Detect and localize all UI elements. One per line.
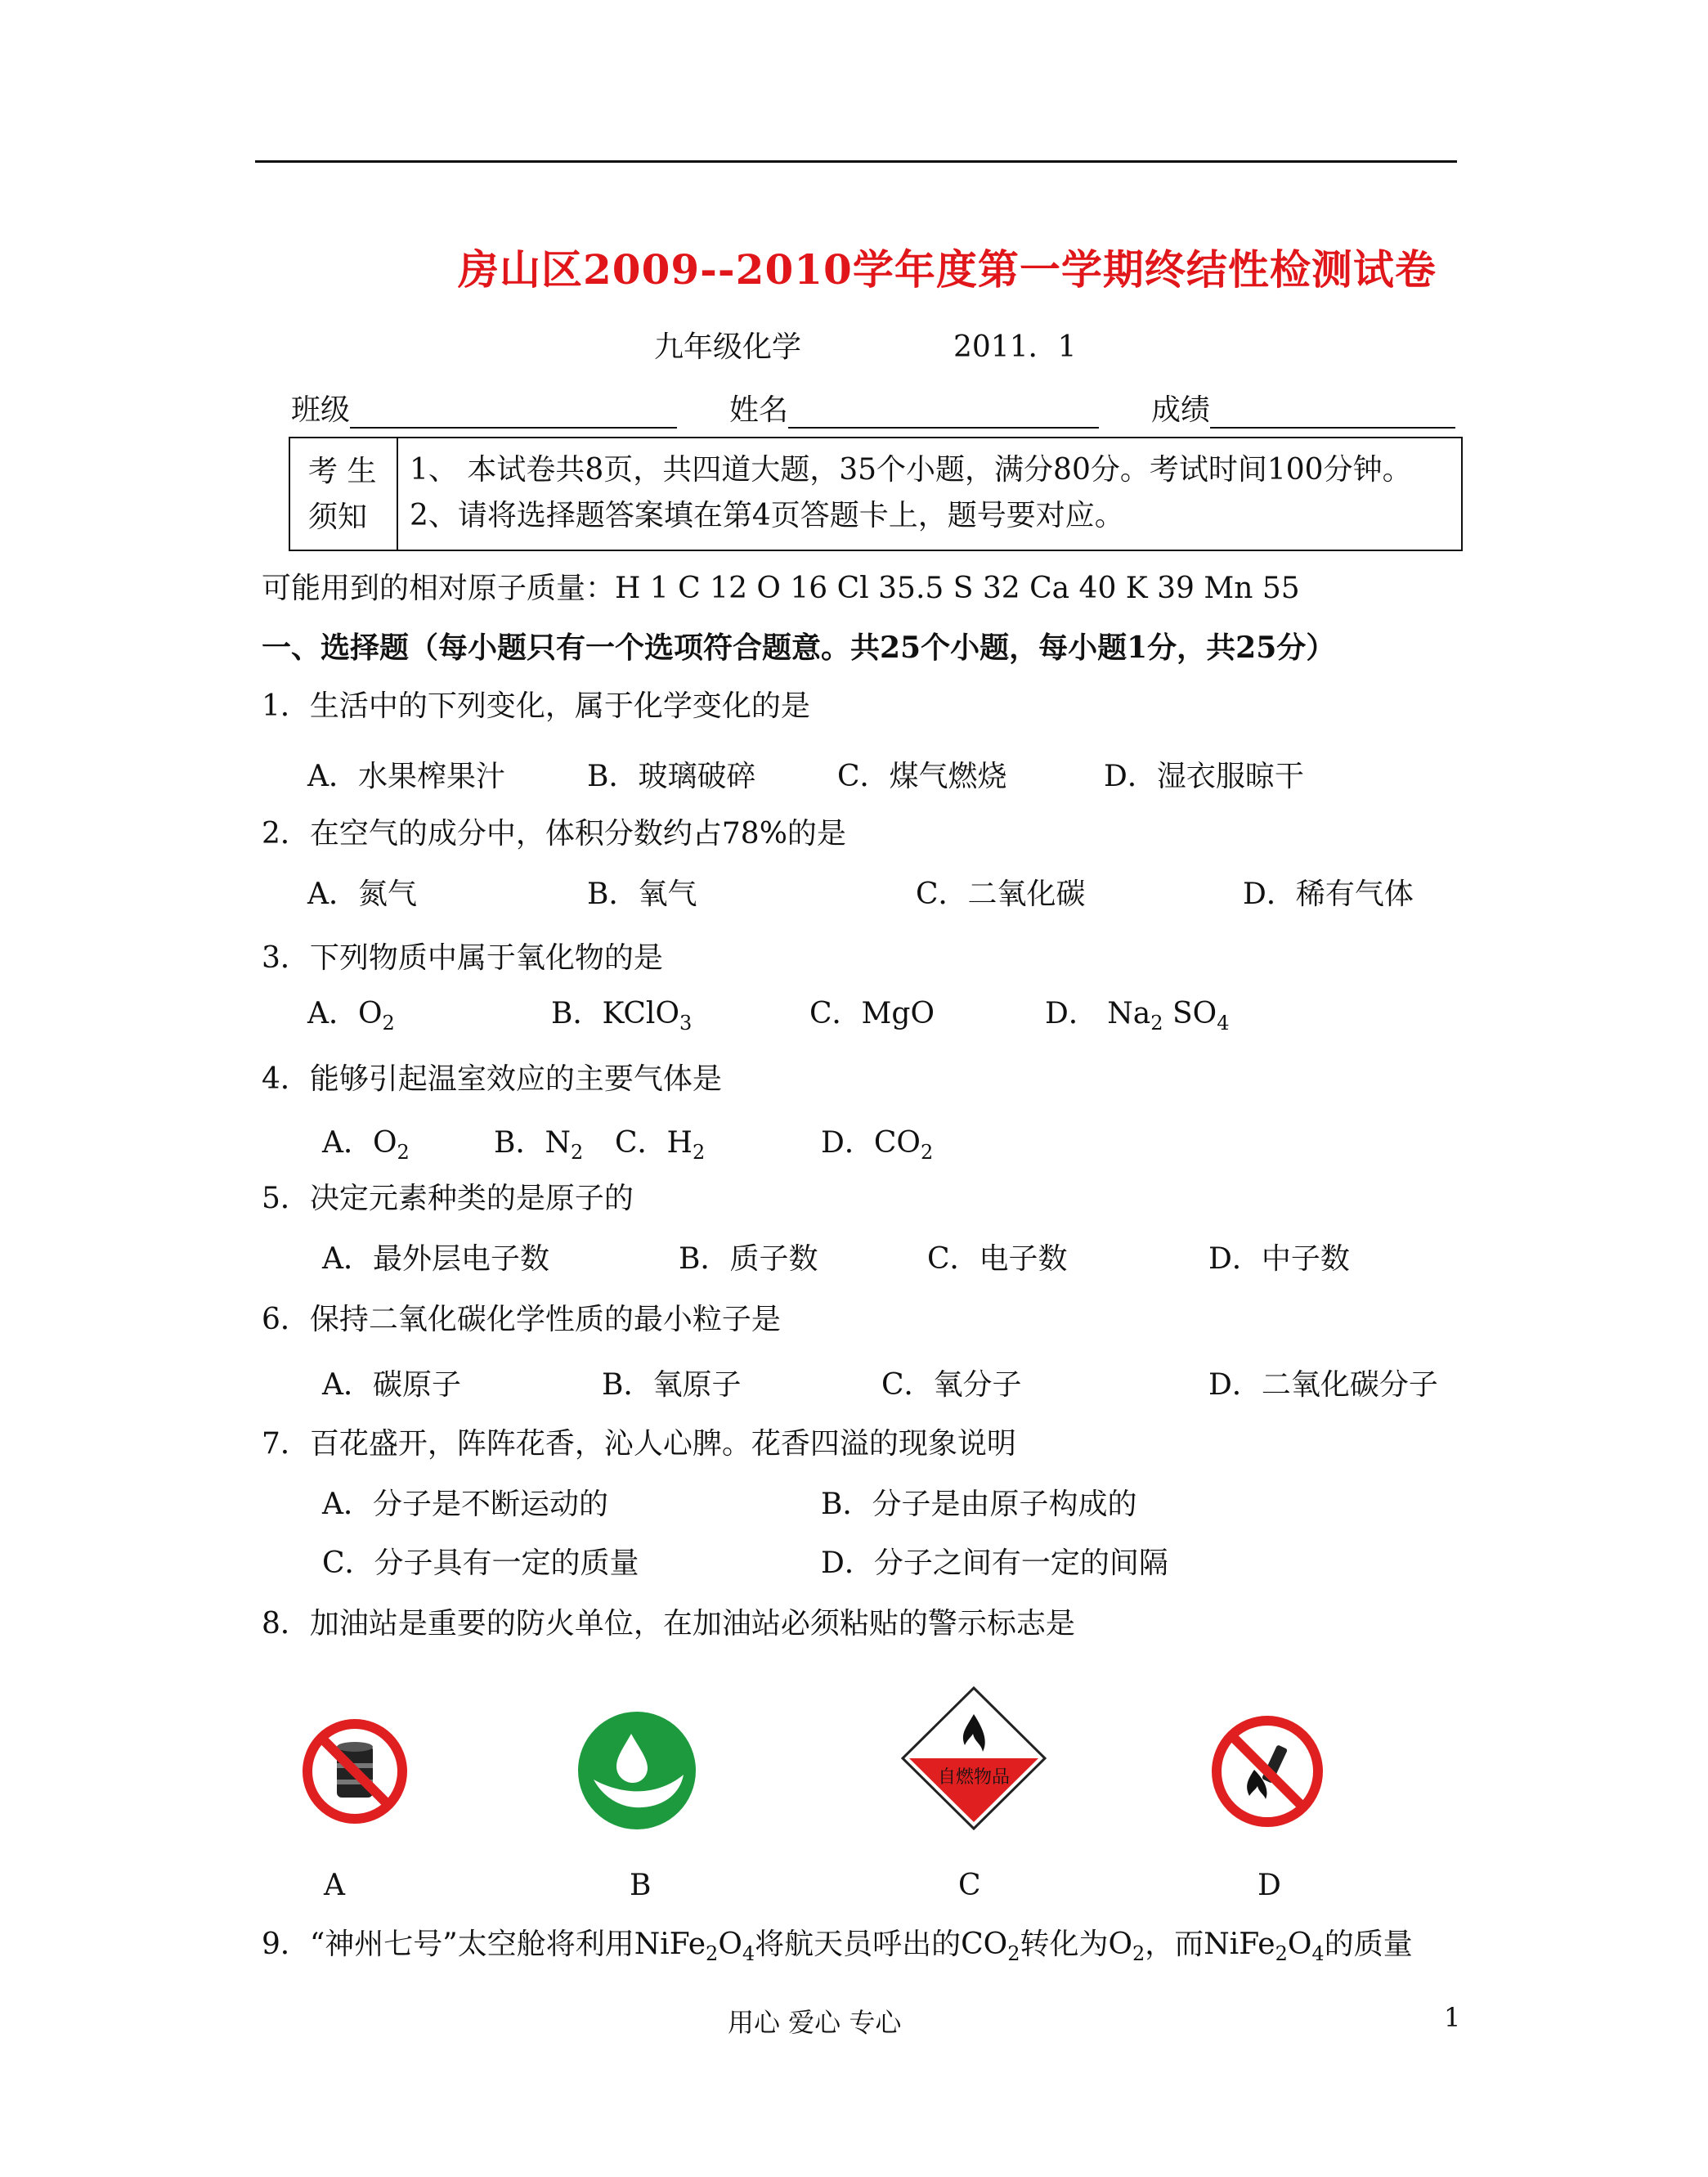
notice-label-top: 考 生 [308,455,377,488]
sign-c-text: 自燃物品 [937,1767,1011,1788]
q4-option-b[interactable]: B．$N_2$ [494,1126,584,1164]
q5-option-b[interactable]: B．质子数 [679,1242,818,1276]
q6-stem: 6．保持二氧化碳化学性质的最小粒子是 [262,1303,781,1336]
notice-line-2: 2、请将选择题答案填在第4页答题卡上，题号要对应。 [410,499,1124,532]
name-label: 姓名 [729,393,789,427]
q7-option-d[interactable]: D．分子之间有一定的间隔 [821,1546,1168,1580]
q5-option-c[interactable]: C．电子数 [927,1242,1068,1276]
notice-line-1: 1、 本试卷共8页，共四道大题，35个小题，满分80分。考试时间100分钟。 [410,453,1412,487]
q1-option-a[interactable]: A．水果榨果汁 [307,760,505,793]
q2-option-c[interactable]: C．二氧化碳 [916,878,1086,911]
q2-option-b[interactable]: B．氧气 [587,878,697,911]
q6-option-a[interactable]: A．碳原子 [322,1368,461,1402]
q4-option-a[interactable]: A．$O_2$ [322,1126,410,1164]
class-label: 班级 [291,393,351,427]
q5-option-d[interactable]: D．中子数 [1208,1242,1350,1276]
q6-option-b[interactable]: B．氧原子 [602,1368,742,1402]
exam-notice-box [289,437,1463,551]
name-blank[interactable] [788,394,1099,429]
subject: 九年级化学 [654,330,802,364]
q4-option-d[interactable]: D．$CO_2$ [821,1126,934,1164]
q1-option-c[interactable]: C．煤气燃烧 [837,760,1007,793]
class-blank[interactable] [350,394,677,429]
sign-b-water-saving-icon[interactable] [576,1709,698,1832]
footer-motto: 用心 爱心 专心 [728,2007,902,2038]
q5-stem: 5．决定元素种类的是原子的 [262,1182,634,1215]
q9-stem: 9．“神州七号”太空舱将利用$NiFe_2O_4$将航天员呼出的$CO_2$转化为$O_2$，而$NiFe_2O_4$的质量 [262,1928,1413,1965]
sign-a-no-oil-drum-icon[interactable] [299,1716,410,1827]
q7-option-c[interactable]: C．分子具有一定的质量 [322,1546,639,1580]
section-1-heading: 一、选择题（每小题只有一个选项符合题意。共25个小题，每小题1分，共25分） [262,631,1336,665]
q5-option-a[interactable]: A．最外层电子数 [322,1242,549,1276]
q7-option-a[interactable]: A．分子是不断运动的 [322,1488,608,1521]
q3-option-a[interactable]: A．$O_2$ [307,997,395,1035]
q4-option-c[interactable]: C．$H_2$ [615,1126,706,1164]
notice-label-cell [290,438,398,550]
q3-stem: 3．下列物质中属于氧化物的是 [262,941,663,975]
sign-d-no-fire-icon[interactable] [1208,1712,1326,1830]
q2-option-a[interactable]: A．氮气 [307,878,417,911]
class-field [291,393,677,429]
score-field [1151,393,1455,429]
q7-option-b[interactable]: B．分子是由原子构成的 [821,1488,1137,1521]
q3-option-b[interactable]: B．KClO$_3$ [551,997,693,1035]
name-field [729,393,1099,429]
q3-option-d[interactable]: D． $Na_2$ $SO_4$ [1045,997,1230,1035]
notice-label-bottom: 须知 [308,500,368,534]
header-rule [255,160,1457,163]
score-label: 成绩 [1151,393,1211,427]
exam-title: 房山区2009--2010学年度第一学期终结性检测试卷 [458,245,1437,294]
q6-option-c[interactable]: C．氧分子 [881,1368,1022,1402]
q6-option-d[interactable]: D．二氧化碳分子 [1208,1368,1438,1402]
page-number: 1 [1444,2002,1461,2033]
q1-stem: 1．生活中的下列变化，属于化学变化的是 [262,689,810,723]
sign-b-label: B [630,1869,652,1902]
atomic-masses: 可能用到的相对原子质量：H 1 C 12 O 16 Cl 35.5 S 32 Ca 40 K 39 Mn 55 [262,572,1300,605]
sign-c-label: C [958,1869,981,1902]
q3-option-c[interactable]: C．MgO [809,997,935,1030]
score-blank[interactable] [1210,394,1455,429]
q7-stem: 7．百花盛开，阵阵花香，沁人心脾。花香四溢的现象说明 [262,1427,1016,1461]
q8-stem: 8．加油站是重要的防火单位，在加油站必须粘贴的警示标志是 [262,1607,1075,1641]
q4-stem: 4．能够引起温室效应的主要气体是 [262,1062,722,1096]
q1-option-d[interactable]: D．湿衣服晾干 [1104,760,1304,793]
q2-stem: 2．在空气的成分中，体积分数约占78%的是 [262,817,846,851]
q1-option-b[interactable]: B．玻璃破碎 [587,760,756,793]
exam-date: 2011．1 [953,330,1077,364]
sign-d-label: D [1257,1869,1281,1902]
sign-a-label: A [324,1869,345,1902]
sign-c-flammable-warning-icon[interactable] [899,1685,1048,1832]
q2-option-d[interactable]: D．稀有气体 [1243,878,1414,911]
